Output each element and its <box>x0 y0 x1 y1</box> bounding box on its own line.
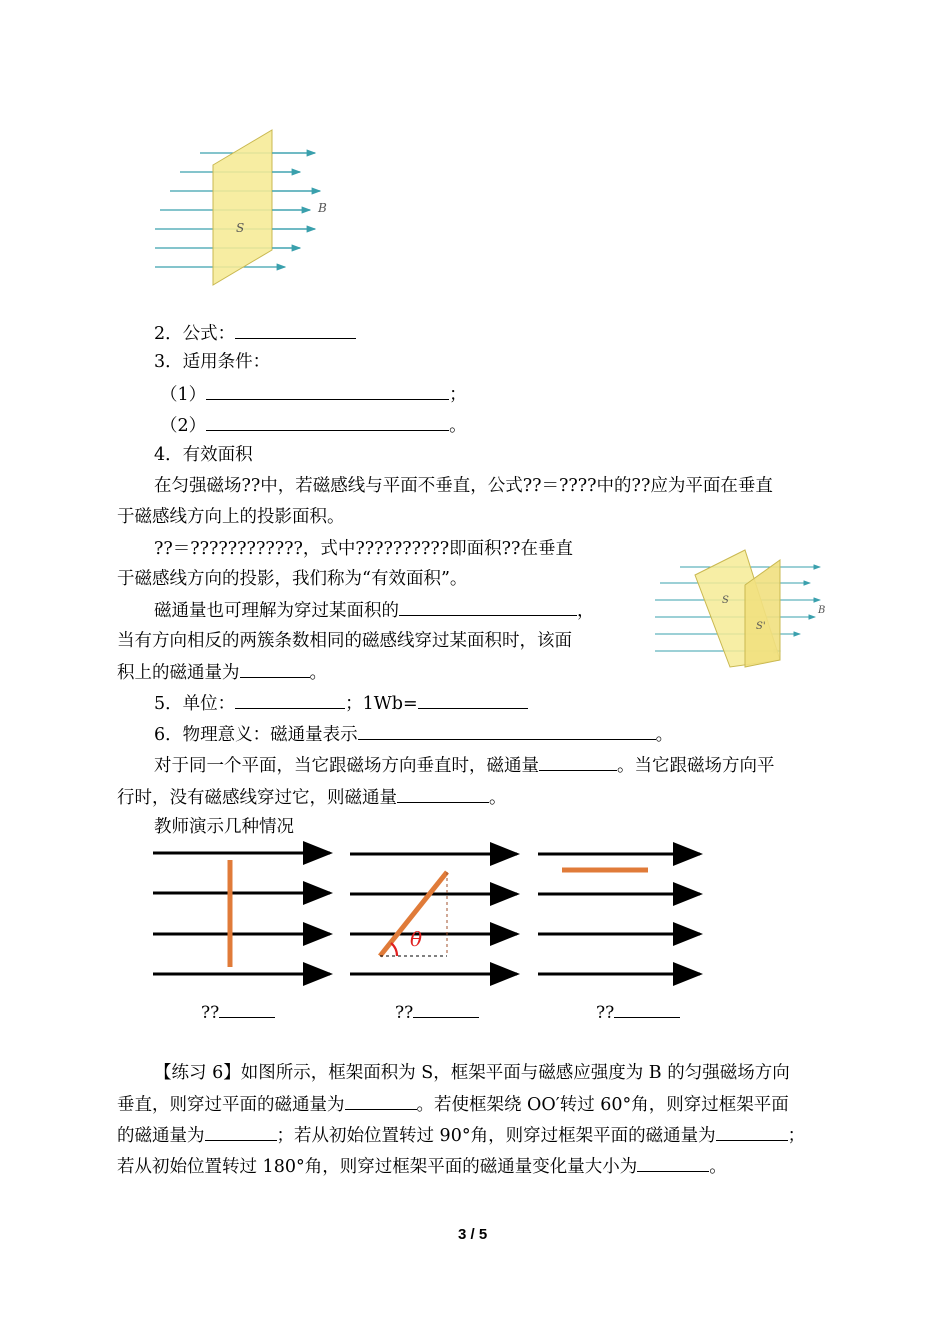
surface-label: S <box>236 221 245 235</box>
blank <box>205 1123 277 1141</box>
surface-label-s-prime: S' <box>756 621 766 632</box>
blank <box>413 1000 479 1018</box>
blank <box>399 598 577 616</box>
formula-line: 2．公式： <box>154 321 356 346</box>
condition-1-line: （1） ； <box>160 382 467 407</box>
exercise-line-4: 若从初始位置转过 180°角，则穿过框架平面的磁通量变化量大小为 。 <box>117 1154 727 1179</box>
case-caption-2: ?? <box>395 1000 479 1023</box>
projection-planes-figure <box>650 545 830 670</box>
paragraph-4a: 对于同一个平面，当它跟磁场方向垂直时，磁通量 。当它跟磁场方向平 <box>154 753 775 778</box>
blank <box>240 660 310 678</box>
paragraph-1b: 于磁感线方向上的投影面积。 <box>117 507 345 527</box>
paragraph-2b: 于磁感线方向的投影，我们称为“有效面积”。 <box>117 569 468 589</box>
exercise-line-2: 垂直，则穿过平面的磁通量为 。若使框架绕 OO′转过 60°角，则穿过框架平面 <box>117 1092 789 1117</box>
blank <box>235 691 345 709</box>
blank <box>206 413 449 431</box>
conditions-line: 3．适用条件： <box>154 352 271 372</box>
meaning-line: 6．物理意义：磁通量表示 。 <box>154 722 673 747</box>
paragraph-3c: 积上的磁通量为 。 <box>117 660 327 685</box>
case-caption-3: ?? <box>596 1000 680 1023</box>
blank <box>637 1154 709 1172</box>
exercise-line-1: 【练习 6】如图所示，框架面积为 S，框架平面与磁感应强度为 B 的匀强磁场方向 <box>154 1063 790 1083</box>
effective-area-heading: 4．有效面积 <box>154 445 253 465</box>
paragraph-2a: ??＝????????????，式中??????????即面积??在垂直 <box>154 539 573 559</box>
blank <box>345 1092 417 1110</box>
exercise-line-3: 的磁通量为 ；若从初始位置转过 90°角，则穿过框架平面的磁通量为 ； <box>117 1123 805 1148</box>
case-caption-1: ?? <box>201 1000 275 1023</box>
flux-plane-figure <box>150 125 340 290</box>
page-number: 3 / 5 <box>458 1226 488 1243</box>
surface-label-s: S <box>722 595 729 606</box>
blank <box>235 321 356 339</box>
paragraph-1a: 在匀强磁场??中，若磁感线与平面不垂直，公式??＝????中的??应为平面在垂直 <box>154 476 773 496</box>
unit-line: 5．单位： ；1Wb= <box>154 691 528 716</box>
theta-label: θ <box>410 927 423 951</box>
blank <box>716 1123 788 1141</box>
condition-2-line: （2） 。 <box>160 413 467 438</box>
blank <box>614 1000 680 1018</box>
paragraph-3b: 当有方向相反的两簇条数相同的磁感线穿过某面积时，该面 <box>117 631 572 651</box>
blank <box>418 691 528 709</box>
field-label-b: B <box>818 605 826 616</box>
field-label: B <box>318 201 327 215</box>
paragraph-4b: 行时，没有磁感线穿过它，则磁通量 。 <box>117 785 507 810</box>
blank <box>219 1000 275 1018</box>
paragraph-3a: 磁通量也可理解为穿过某面积的 ， <box>154 598 595 623</box>
blank <box>358 722 656 740</box>
blank <box>206 382 449 400</box>
blank <box>539 753 617 771</box>
demo-line: 教师演示几种情况 <box>154 817 294 837</box>
blank <box>397 785 489 803</box>
demo-cases-figure <box>145 840 715 990</box>
